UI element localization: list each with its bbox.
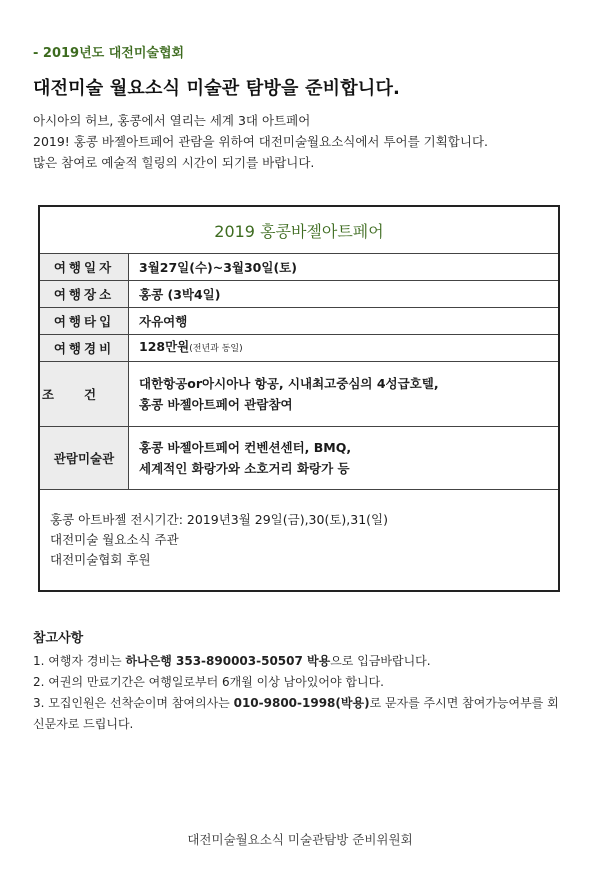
cost-note: (전년과 동일) (189, 344, 243, 354)
label-museums: 관람미술관 (39, 427, 129, 490)
references-list (33, 651, 568, 735)
intro-text (33, 110, 488, 173)
value-dates: 3월27일(수)~3월30일(토) (129, 254, 560, 281)
references-title: 참고사항 (33, 631, 84, 646)
value-type: 자유여행 (129, 308, 560, 335)
label-cost: 여행경비 (39, 335, 129, 362)
year-line: - 2019년도 대전미술협회 (33, 46, 185, 61)
value-place: 홍콩 (3박4일) (129, 281, 560, 308)
note-line: 홍콩 아트바젤 전시기간: 2019년3월 29일(금),30(토),31(일) (50, 512, 388, 527)
table-row (39, 335, 559, 362)
page-headline: 대전미술 월요소식 미술관 탐방을 준비합니다. (33, 78, 401, 99)
table-row (39, 308, 559, 335)
note-line: 대전미술협회 후원 (50, 552, 151, 567)
value-cost: 128만원(전년과 동일) (129, 335, 560, 362)
table-title: 2019 홍콩바젤아트페어 (39, 206, 559, 254)
note-line: 대전미술 월요소식 주관 (50, 532, 179, 547)
value-conditions: 대한항공or아시아나 항공, 시내최고중심의 4성급호텔, 홍콩 바젤아트페어 관람참여 (129, 362, 560, 427)
value-museums: 홍콩 바젤아트페어 컨벤션센터, BMQ, 세계적인 화랑가와 소호거리 화랑가 등 (129, 427, 560, 490)
intro-line: 아시아의 허브, 홍콩에서 열리는 세계 3대 아트페어 (33, 113, 311, 128)
label-place: 여행장소 (39, 281, 129, 308)
reference-item: 1. 여행자 경비는 하나은행 353-890003-50507 박용으로 입금바랍니다. (33, 654, 431, 668)
bank-account: 하나은행 353-890003-50507 박용 (125, 654, 331, 668)
label-type: 여행타입 (39, 308, 129, 335)
label-conditions: 조건 (39, 362, 129, 427)
contact-phone: 010-9800-1998(박용) (233, 696, 370, 710)
intro-line: 2019! 홍콩 바젤아트페어 관람을 위하여 대전미술월요소식에서 투어를 기획합니다. (33, 134, 489, 149)
intro-line: 많은 참여로 예술적 힐링의 시간이 되기를 바랍니다. (33, 155, 315, 170)
tour-info-table (38, 205, 560, 592)
exhibition-notes (39, 490, 559, 592)
table-row (39, 427, 559, 490)
table-row (39, 281, 559, 308)
footer-organizer: 대전미술월요소식 미술관탐방 준비위원회 (187, 832, 413, 847)
table-row (39, 254, 559, 281)
label-dates: 여행일자 (39, 254, 129, 281)
reference-item: 2. 여권의 만료기간은 여행일로부터 6개월 이상 남아있어야 합니다. (33, 675, 384, 689)
reference-item: 3. 모집인원은 선착순이며 참여의사는 010-9800-1998(박용)로 문자를 주시면 참여가능여부를 회신문자로 드립니다. (33, 696, 559, 731)
table-row (39, 362, 559, 427)
